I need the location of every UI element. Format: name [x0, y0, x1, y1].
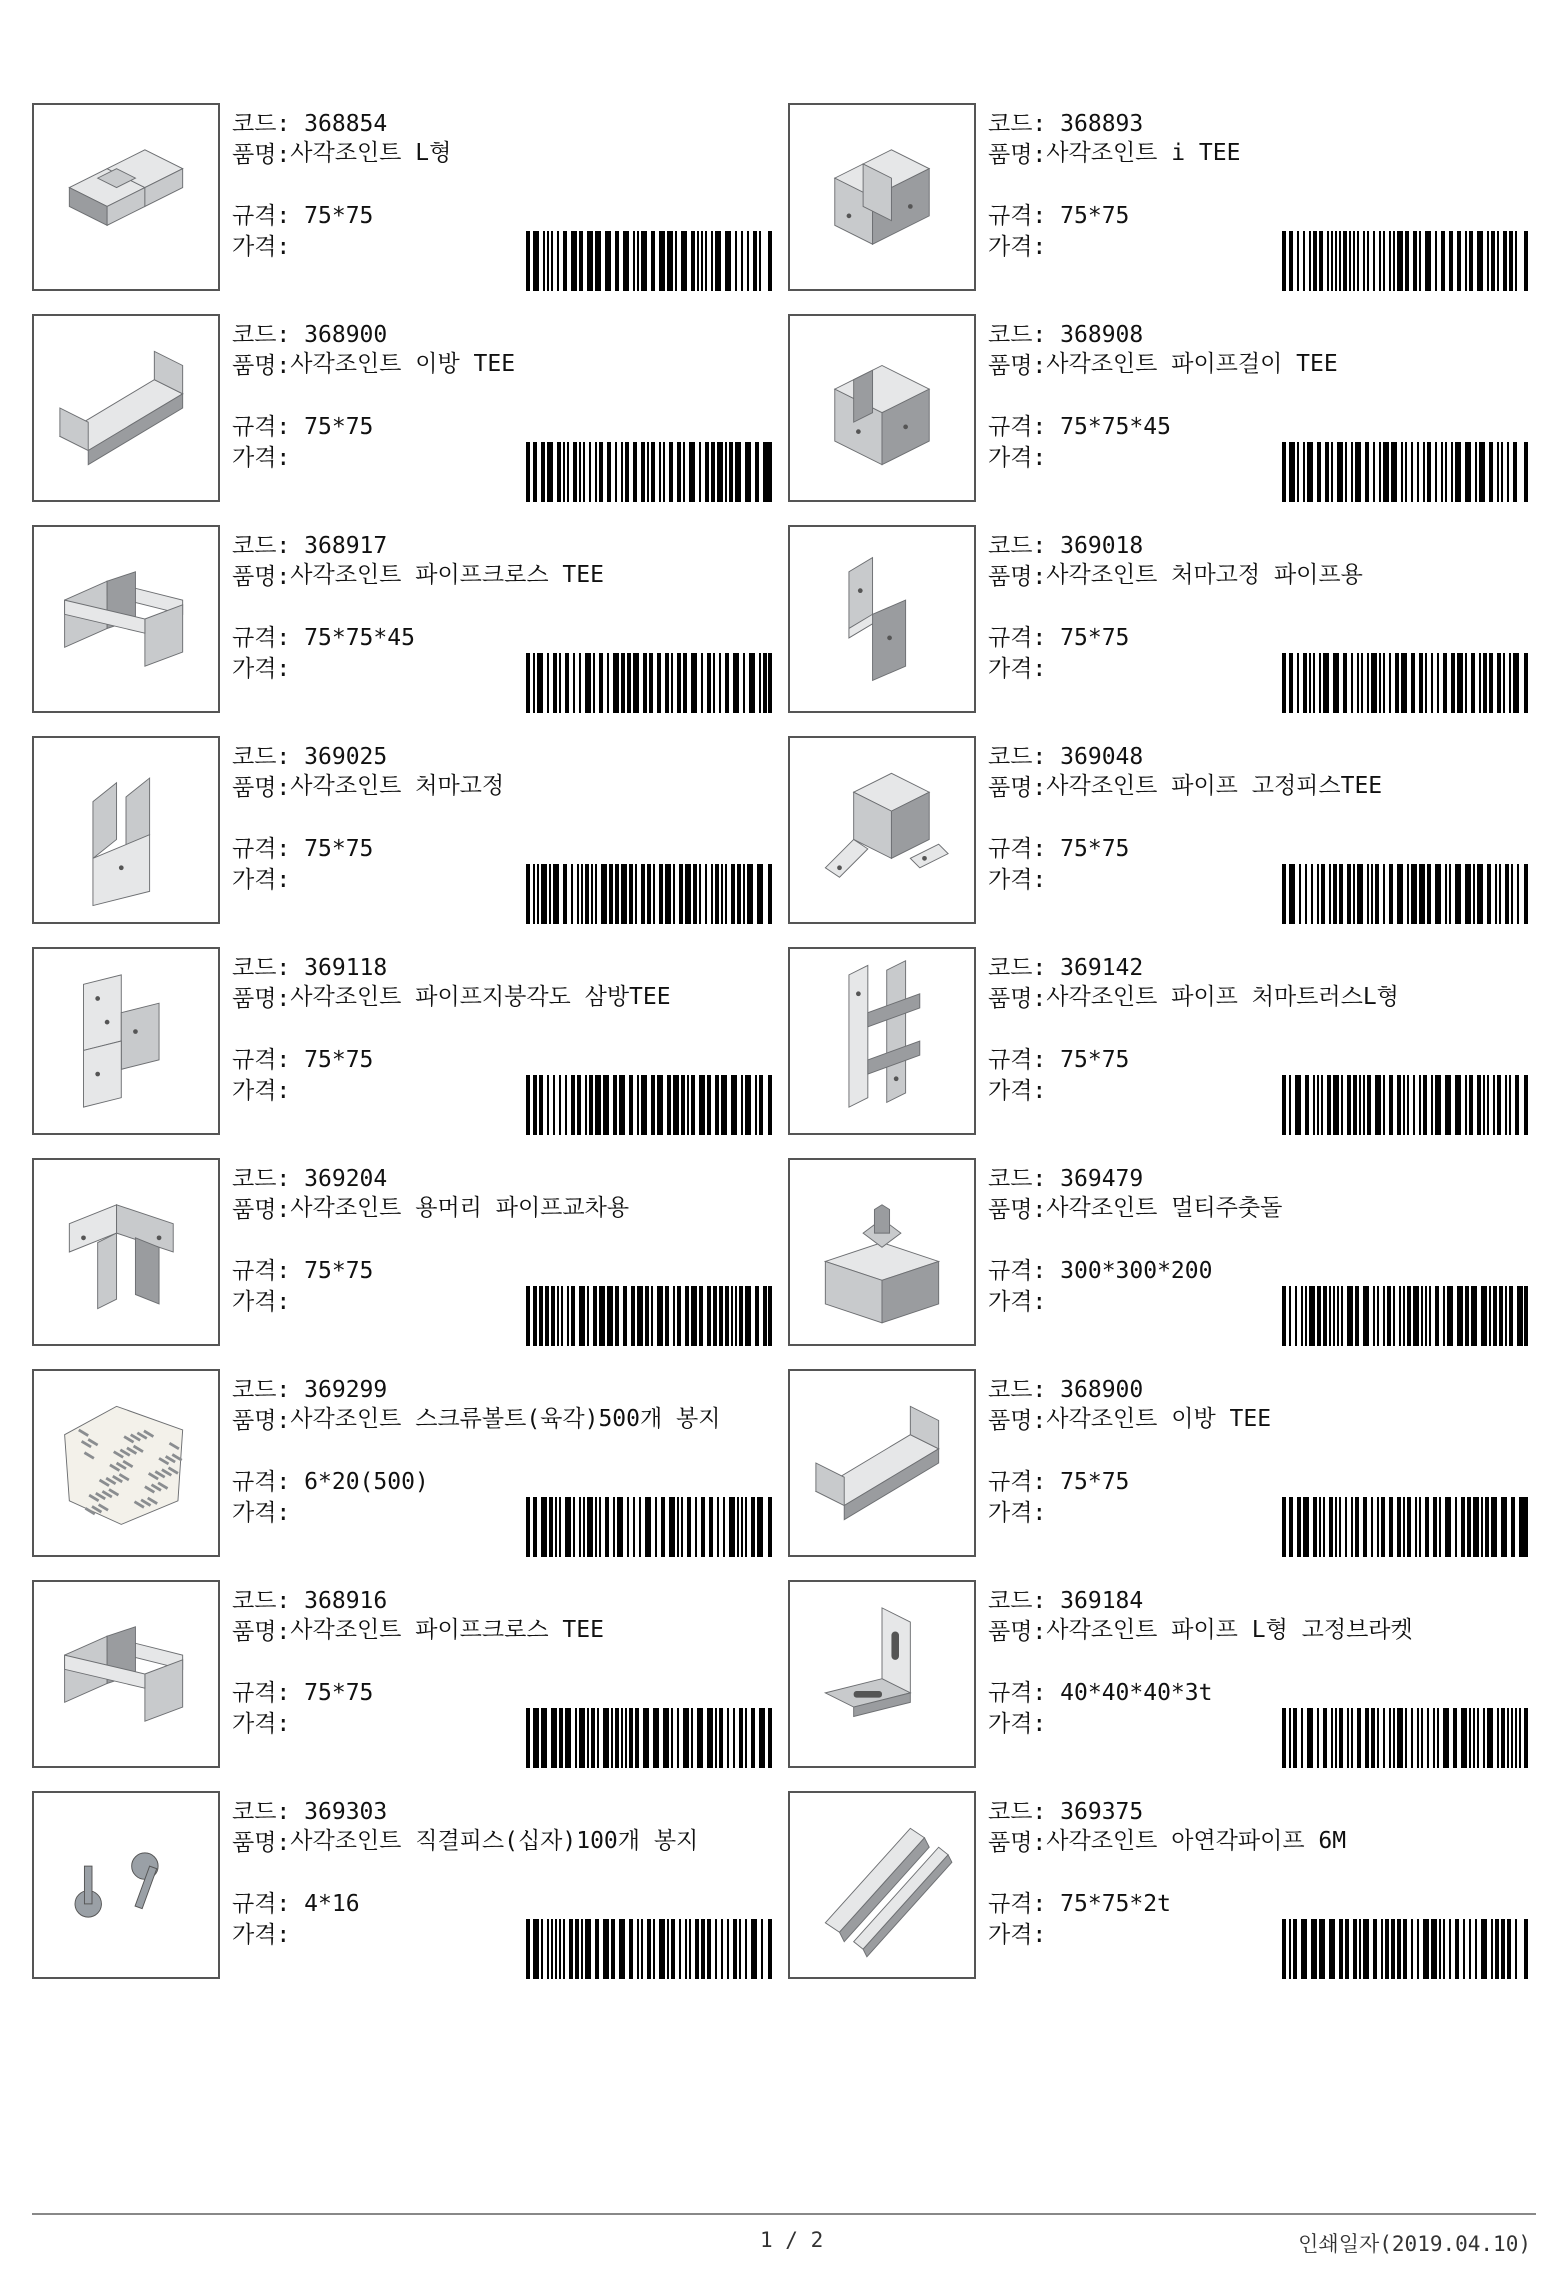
code-row — [988, 1797, 1528, 1828]
product-card — [32, 736, 772, 926]
name-label: 품명: — [988, 986, 1047, 1012]
code-label: 코드: — [232, 111, 291, 137]
name-row — [988, 562, 1528, 593]
code-label: 코드: — [232, 1799, 291, 1825]
eaves-pipe-bracket-icon — [797, 534, 967, 704]
product-code: 368854 — [304, 111, 388, 137]
product-code: 368908 — [1060, 322, 1144, 348]
eaves-bracket-icon — [41, 745, 211, 915]
barcode — [526, 1919, 772, 1979]
price-label: 가격: — [988, 656, 1047, 682]
price-label: 가격: — [988, 1922, 1047, 1948]
spec-label: 규격: — [232, 1469, 291, 1495]
product-card — [32, 525, 772, 715]
product-name: 사각조인트 파이프지붕각도 삼방TEE — [290, 984, 671, 1010]
name-row — [232, 1617, 772, 1648]
product-image — [788, 736, 976, 924]
spec-label: 규격: — [232, 1258, 291, 1284]
ridge-cross-icon — [41, 1167, 211, 1337]
code-row — [232, 531, 772, 562]
footing-stone-icon — [797, 1167, 967, 1337]
name-row — [232, 1195, 772, 1226]
product-image — [32, 103, 220, 291]
code-row — [988, 109, 1528, 140]
name-row — [988, 351, 1528, 382]
product-image — [32, 314, 220, 502]
product-image — [788, 314, 976, 502]
spec-label: 규격: — [232, 1680, 291, 1706]
product-name: 사각조인트 L형 — [290, 140, 452, 166]
code-label: 코드: — [988, 533, 1047, 559]
product-image — [788, 1158, 976, 1346]
product-card — [32, 947, 772, 1137]
spec-row — [232, 201, 772, 232]
product-card — [788, 525, 1528, 715]
name-row — [232, 1828, 772, 1859]
product-image — [788, 103, 976, 291]
product-name: 사각조인트 파이프걸이 TEE — [1046, 351, 1338, 377]
product-image — [788, 1580, 976, 1768]
name-row — [988, 1195, 1528, 1226]
product-code: 369025 — [304, 744, 388, 770]
code-row — [988, 742, 1528, 773]
screw-bag-icon — [41, 1378, 211, 1548]
l-joint-icon — [41, 112, 211, 282]
product-spec: 6*20(500) — [304, 1469, 429, 1495]
product-name: 사각조인트 멀티주춧돌 — [1046, 1195, 1283, 1221]
spec-row — [232, 1045, 772, 1076]
self-drill-screw-icon — [41, 1800, 211, 1970]
barcode — [1282, 653, 1528, 713]
product-name: 사각조인트 i TEE — [1046, 140, 1241, 166]
code-label: 코드: — [232, 1377, 291, 1403]
spec-row — [232, 1467, 772, 1498]
product-image — [32, 525, 220, 713]
code-row — [988, 1586, 1528, 1617]
spec-label: 규격: — [232, 1891, 291, 1917]
name-row — [988, 1828, 1528, 1859]
barcode — [1282, 1919, 1528, 1979]
code-label: 코드: — [232, 322, 291, 348]
name-label: 품명: — [232, 986, 291, 1012]
barcode — [526, 442, 772, 502]
spec-label: 규격: — [988, 1258, 1047, 1284]
name-label: 품명: — [988, 142, 1047, 168]
name-label: 품명: — [988, 1619, 1047, 1645]
code-label: 코드: — [988, 1588, 1047, 1614]
product-card — [788, 314, 1528, 504]
product-name: 사각조인트 직결피스(십자)100개 봉지 — [290, 1828, 699, 1854]
product-spec: 75*75 — [304, 1258, 374, 1284]
spec-label: 규격: — [232, 203, 291, 229]
name-label: 품명: — [232, 1619, 291, 1645]
barcode — [526, 1497, 772, 1557]
product-code: 368917 — [304, 533, 388, 559]
product-card — [32, 1158, 772, 1348]
spec-label: 규격: — [988, 1891, 1047, 1917]
spec-label: 규격: — [232, 625, 291, 651]
barcode — [526, 1708, 772, 1768]
spec-label: 규격: — [988, 1047, 1047, 1073]
price-label: 가격: — [232, 1078, 291, 1104]
spec-row — [232, 834, 772, 865]
price-label: 가격: — [232, 867, 291, 893]
code-label: 코드: — [988, 1799, 1047, 1825]
name-label: 품명: — [232, 1830, 291, 1856]
product-spec: 75*75 — [1060, 203, 1130, 229]
product-code: 369204 — [304, 1166, 388, 1192]
name-row — [232, 140, 772, 171]
spec-label: 규격: — [988, 1469, 1047, 1495]
product-name: 사각조인트 용머리 파이프교차용 — [290, 1195, 630, 1221]
product-name: 사각조인트 아연각파이프 6M — [1046, 1828, 1347, 1854]
barcode — [1282, 1708, 1528, 1768]
product-card — [788, 736, 1528, 926]
name-row — [232, 1406, 772, 1437]
product-card — [788, 1791, 1528, 1981]
product-spec: 75*75 — [1060, 625, 1130, 651]
product-card — [788, 1369, 1528, 1559]
product-spec: 75*75 — [1060, 1047, 1130, 1073]
name-label: 품명: — [988, 1197, 1047, 1223]
product-name: 사각조인트 처마고정 — [290, 773, 505, 799]
price-label: 가격: — [232, 1922, 291, 1948]
spec-row — [232, 412, 772, 443]
product-code: 368900 — [1060, 1377, 1144, 1403]
footer-divider — [32, 2213, 1536, 2215]
barcode — [526, 1286, 772, 1346]
product-name: 사각조인트 스크류볼트(육각)500개 봉지 — [290, 1406, 721, 1432]
two-way-tee-icon — [41, 323, 211, 493]
code-label: 코드: — [988, 744, 1047, 770]
price-label: 가격: — [232, 1289, 291, 1315]
code-row — [232, 1797, 772, 1828]
spec-label: 규격: — [988, 836, 1047, 862]
product-code: 368900 — [304, 322, 388, 348]
spec-row — [988, 1889, 1528, 1920]
spec-row — [988, 1045, 1528, 1076]
page-number: 1 / 2 — [760, 2228, 824, 2252]
price-label: 가격: — [232, 234, 291, 260]
spec-row — [988, 201, 1528, 232]
code-label: 코드: — [232, 744, 291, 770]
product-code: 368916 — [304, 1588, 388, 1614]
product-card — [32, 1791, 772, 1981]
print-date: 인쇄일자(2019.04.10) — [1298, 2232, 1531, 2256]
price-label: 가격: — [988, 1289, 1047, 1315]
barcode — [1282, 442, 1528, 502]
product-name: 사각조인트 파이프 L형 고정브라켓 — [1046, 1617, 1413, 1643]
price-label: 가격: — [232, 656, 291, 682]
product-image — [788, 1791, 976, 1979]
name-label: 품명: — [988, 1408, 1047, 1434]
product-spec: 75*75*45 — [1060, 414, 1171, 440]
product-name: 사각조인트 파이프크로스 TEE — [290, 1617, 604, 1643]
product-image — [788, 947, 976, 1135]
barcode — [1282, 1497, 1528, 1557]
spec-row — [232, 1889, 772, 1920]
eaves-truss-l-icon — [797, 956, 967, 1126]
code-row — [232, 1164, 772, 1195]
product-image — [32, 1158, 220, 1346]
product-spec: 300*300*200 — [1060, 1258, 1213, 1284]
code-row — [988, 320, 1528, 351]
code-label: 코드: — [232, 1166, 291, 1192]
product-spec: 75*75 — [1060, 1469, 1130, 1495]
barcode — [1282, 231, 1528, 291]
code-row — [232, 742, 772, 773]
product-image — [32, 1369, 220, 1557]
code-label: 코드: — [232, 955, 291, 981]
product-card — [788, 1580, 1528, 1770]
spec-row — [232, 1256, 772, 1287]
name-row — [988, 984, 1528, 1015]
code-label: 코드: — [988, 1166, 1047, 1192]
product-spec: 75*75 — [304, 836, 374, 862]
code-row — [232, 109, 772, 140]
code-row — [232, 953, 772, 984]
name-label: 품명: — [232, 353, 291, 379]
product-image — [32, 736, 220, 924]
product-spec: 75*75 — [304, 203, 374, 229]
spec-label: 규격: — [232, 414, 291, 440]
pipe-fix-tee-icon — [797, 745, 967, 915]
code-row — [988, 1164, 1528, 1195]
code-label: 코드: — [988, 955, 1047, 981]
price-label: 가격: — [232, 445, 291, 471]
i-tee-icon — [797, 112, 967, 282]
pipe-hanger-tee-icon — [797, 323, 967, 493]
price-label: 가격: — [988, 1711, 1047, 1737]
barcode — [526, 1075, 772, 1135]
product-name: 사각조인트 파이프 고정피스TEE — [1046, 773, 1383, 799]
product-spec: 75*75 — [304, 1680, 374, 1706]
code-row — [232, 1586, 772, 1617]
code-row — [988, 531, 1528, 562]
product-code: 369303 — [304, 1799, 388, 1825]
product-name: 사각조인트 파이프 처마트러스L형 — [1046, 984, 1399, 1010]
roof-angle-tee-icon — [41, 956, 211, 1126]
product-code: 369048 — [1060, 744, 1144, 770]
product-name: 사각조인트 처마고정 파이프용 — [1046, 562, 1363, 588]
product-image — [32, 1791, 220, 1979]
product-spec: 40*40*40*3t — [1060, 1680, 1213, 1706]
name-row — [232, 984, 772, 1015]
product-card — [788, 947, 1528, 1137]
product-image — [788, 525, 976, 713]
name-row — [232, 562, 772, 593]
spec-label: 규격: — [232, 1047, 291, 1073]
name-row — [988, 1617, 1528, 1648]
name-label: 품명: — [988, 353, 1047, 379]
name-row — [232, 773, 772, 804]
spec-label: 규격: — [988, 625, 1047, 651]
name-label: 품명: — [232, 142, 291, 168]
name-label: 품명: — [232, 564, 291, 590]
name-label: 품명: — [232, 775, 291, 801]
product-card — [788, 1158, 1528, 1348]
spec-label: 규격: — [232, 836, 291, 862]
code-label: 코드: — [988, 1377, 1047, 1403]
code-label: 코드: — [988, 111, 1047, 137]
spec-row — [988, 1256, 1528, 1287]
price-label: 가격: — [988, 234, 1047, 260]
barcode — [1282, 1075, 1528, 1135]
barcode — [1282, 1286, 1528, 1346]
spec-row — [988, 834, 1528, 865]
pipe-cross-tee-icon — [41, 1589, 211, 1759]
product-card — [788, 103, 1528, 293]
price-label: 가격: — [988, 867, 1047, 893]
spec-row — [232, 623, 772, 654]
product-spec: 4*16 — [304, 1891, 360, 1917]
product-name: 사각조인트 파이프크로스 TEE — [290, 562, 604, 588]
product-code: 369299 — [304, 1377, 388, 1403]
product-image — [32, 947, 220, 1135]
spec-row — [988, 412, 1528, 443]
l-bracket-icon — [797, 1589, 967, 1759]
spec-row — [232, 1678, 772, 1709]
name-label: 품명: — [988, 1830, 1047, 1856]
barcode — [1282, 864, 1528, 924]
product-code: 368893 — [1060, 111, 1144, 137]
product-code: 369479 — [1060, 1166, 1144, 1192]
price-label: 가격: — [232, 1711, 291, 1737]
code-row — [232, 1375, 772, 1406]
product-spec: 75*75*2t — [1060, 1891, 1171, 1917]
code-label: 코드: — [988, 322, 1047, 348]
spec-row — [988, 623, 1528, 654]
price-label: 가격: — [232, 1500, 291, 1526]
spec-label: 규격: — [988, 414, 1047, 440]
name-label: 품명: — [988, 775, 1047, 801]
spec-row — [988, 1678, 1528, 1709]
product-spec: 75*75 — [304, 414, 374, 440]
price-label: 가격: — [988, 1078, 1047, 1104]
product-code: 369018 — [1060, 533, 1144, 559]
barcode — [526, 864, 772, 924]
product-image — [788, 1369, 976, 1557]
code-row — [988, 953, 1528, 984]
barcode — [526, 653, 772, 713]
price-label: 가격: — [988, 1500, 1047, 1526]
name-row — [232, 351, 772, 382]
barcode — [526, 231, 772, 291]
product-card — [32, 314, 772, 504]
product-card — [32, 1580, 772, 1770]
spec-label: 규격: — [988, 1680, 1047, 1706]
product-spec: 75*75 — [1060, 836, 1130, 862]
spec-row — [988, 1467, 1528, 1498]
product-name: 사각조인트 이방 TEE — [1046, 1406, 1272, 1432]
product-code: 369375 — [1060, 1799, 1144, 1825]
product-code: 369118 — [304, 955, 388, 981]
price-label: 가격: — [988, 445, 1047, 471]
code-row — [232, 320, 772, 351]
product-spec: 75*75*45 — [304, 625, 415, 651]
spec-label: 규격: — [988, 203, 1047, 229]
product-image — [32, 1580, 220, 1768]
product-code: 369184 — [1060, 1588, 1144, 1614]
two-way-tee-icon — [797, 1378, 967, 1548]
name-row — [988, 140, 1528, 171]
name-row — [988, 1406, 1528, 1437]
product-card — [32, 1369, 772, 1559]
code-label: 코드: — [232, 533, 291, 559]
code-row — [988, 1375, 1528, 1406]
product-code: 369142 — [1060, 955, 1144, 981]
name-label: 품명: — [988, 564, 1047, 590]
name-row — [988, 773, 1528, 804]
name-label: 품명: — [232, 1197, 291, 1223]
product-name: 사각조인트 이방 TEE — [290, 351, 516, 377]
name-label: 품명: — [232, 1408, 291, 1434]
product-spec: 75*75 — [304, 1047, 374, 1073]
pipe-cross-tee-icon — [41, 534, 211, 704]
product-card — [32, 103, 772, 293]
square-pipe-icon — [797, 1800, 967, 1970]
code-label: 코드: — [232, 1588, 291, 1614]
